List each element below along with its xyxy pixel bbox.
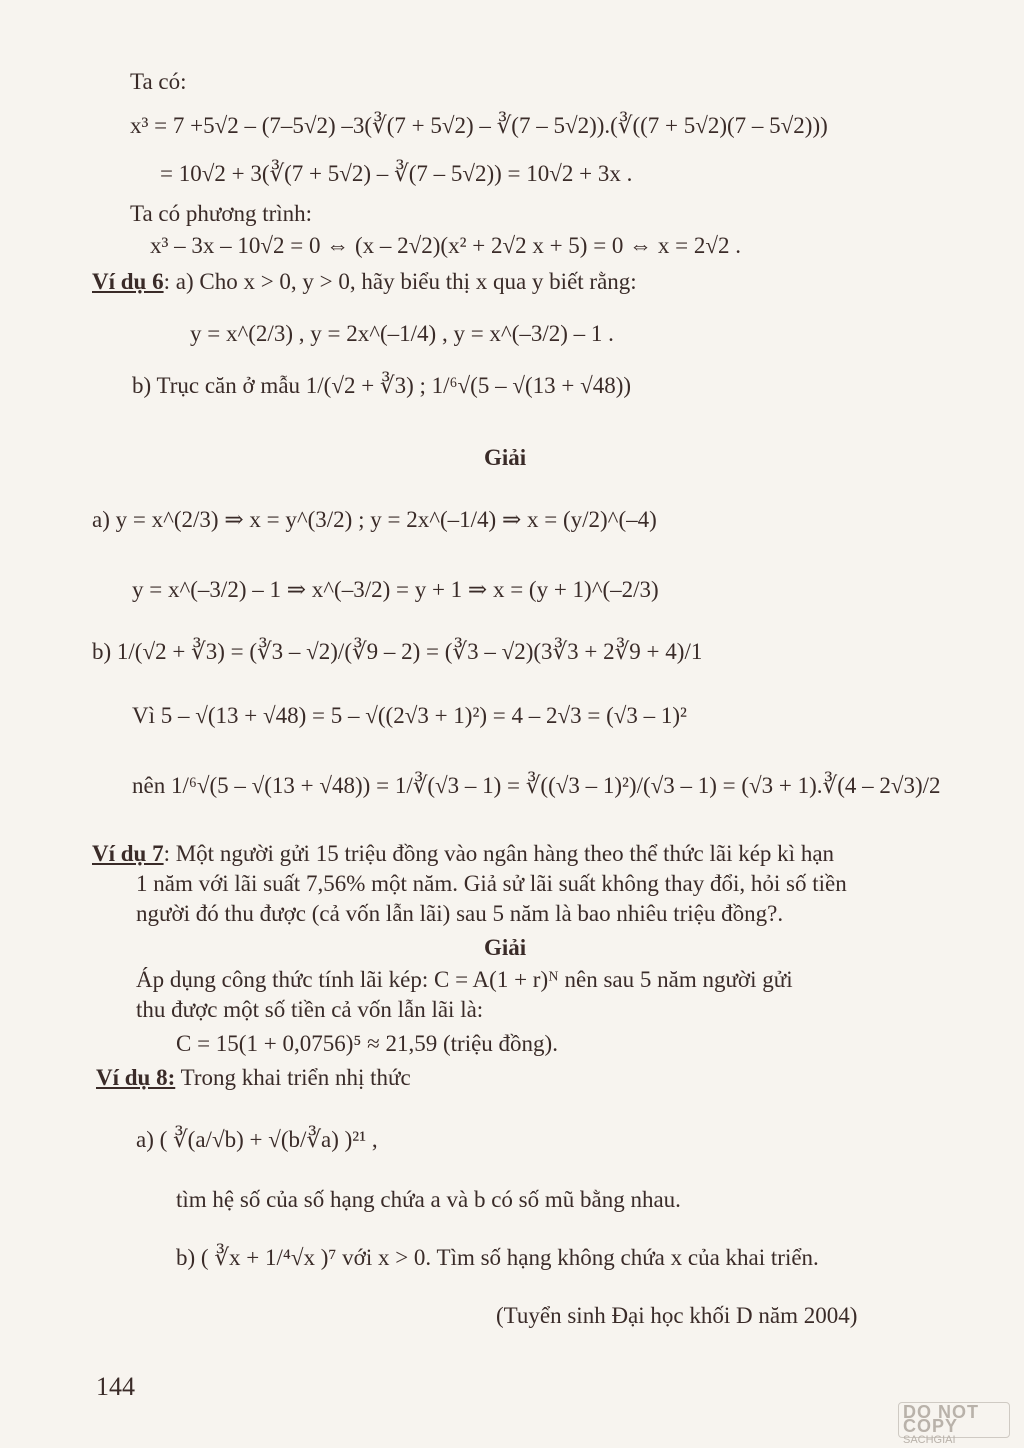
example-label: Ví dụ 6 [92,269,164,294]
math-line: b) Trục căn ở mẫu 1/(√2 + ∛3) ; 1/⁶√(5 – √(13 + √48)) [132,373,632,398]
math-line: x³ = 7 +5√2 – (7–5√2) –3(∛(7 + 5√2) – ∛(7 – 5√2)).(∛((7 + 5√2)(7 – 5√2))) [130,113,828,138]
text-line: b) ( ∛x + 1/⁴√x )⁷ với x > 0. Tìm số hạng không chứa x của khai triển. [176,1245,819,1270]
math-line: y = x^(2/3) , y = 2x^(–1/4) , y = x^(–3/2) – 1 . [190,321,614,346]
example-label: Ví dụ 8: [96,1065,176,1090]
text-line: Ta có phương trình: [130,201,313,226]
math-line: y = x^(–3/2) – 1 ⇒ x^(–3/2) = y + 1 ⇒ x = (y + 1)^(–2/3) [132,577,659,602]
watermark-line2: SACHGIAI [903,1434,956,1446]
page-number: 144 [96,1372,135,1401]
text-line: tìm hệ số của số hạng chứa a và b có số mũ bằng nhau. [176,1187,681,1212]
math-line: a) ( ∛(a/√b) + √(b/∛a) )²¹ , [136,1127,378,1152]
example-text: : a) Cho x > 0, y > 0, hãy biểu thị x qua y biết rằng: [163,269,637,294]
example-7-line [92,840,834,868]
math-line: nên 1/⁶√(5 – √(13 + √48)) = 1/∛(√3 – 1) = ∛((√3 – 1)²)/(√3 – 1) = (√3 + 1).∛(4 – 2√3)/2 [132,773,941,798]
text-line: 1 năm với lãi suất 7,56% một năm. Giả sử lãi suất không thay đổi, hỏi số tiền [136,871,847,896]
text-line: Ta có: [130,69,187,94]
example-6-line [92,268,637,296]
text-line: Áp dụng công thức tính lãi kép: C = A(1 + r)ᴺ nên sau 5 năm người gửi [136,967,793,992]
math-line: a) y = x^(2/3) ⇒ x = y^(3/2) ; y = 2x^(–1/4) ⇒ x = (y/2)^(–4) [92,507,657,532]
solution-heading: Giải [484,935,527,960]
solution-heading: Giải [484,445,527,470]
example-label: Ví dụ 7 [92,841,164,866]
example-text: : Một người gửi 15 triệu đồng vào ngân hàng theo thể thức lãi kép kì hạn [163,841,835,866]
source-citation: (Tuyển sinh Đại học khối D năm 2004) [496,1303,858,1328]
text-line: người đó thu được (cả vốn lẫn lãi) sau 5 năm là bao nhiêu triệu đồng?. [136,901,784,926]
math-line: = 10√2 + 3(∛(7 + 5√2) – ∛(7 – 5√2)) = 10√2 + 3x . [160,161,633,186]
text-line: thu được một số tiền cả vốn lẫn lãi là: [136,997,484,1022]
math-line: b) 1/(√2 + ∛3) = (∛3 – √2)/(∛9 – 2) = (∛3 – √2)(3∛3 + 2∛9 + 4)/1 [92,639,703,664]
math-line: C = 15(1 + 0,0756)⁵ ≈ 21,59 (triệu đồng). [176,1031,558,1056]
example-text: Trong khai triển nhị thức [175,1065,411,1090]
math-line: x³ – 3x – 10√2 = 0 ⇔ (x – 2√2)(x² + 2√2 x + 5) = 0 ⇔ x = 2√2 . [150,233,742,258]
watermark-line1: DO NOT COPY [903,1402,979,1436]
watermark-logo [898,1402,1010,1446]
example-8-line [96,1064,411,1092]
math-line: Vì 5 – √(13 + √48) = 5 – √((2√3 + 1)²) = 4 – 2√3 = (√3 – 1)² [132,703,687,728]
